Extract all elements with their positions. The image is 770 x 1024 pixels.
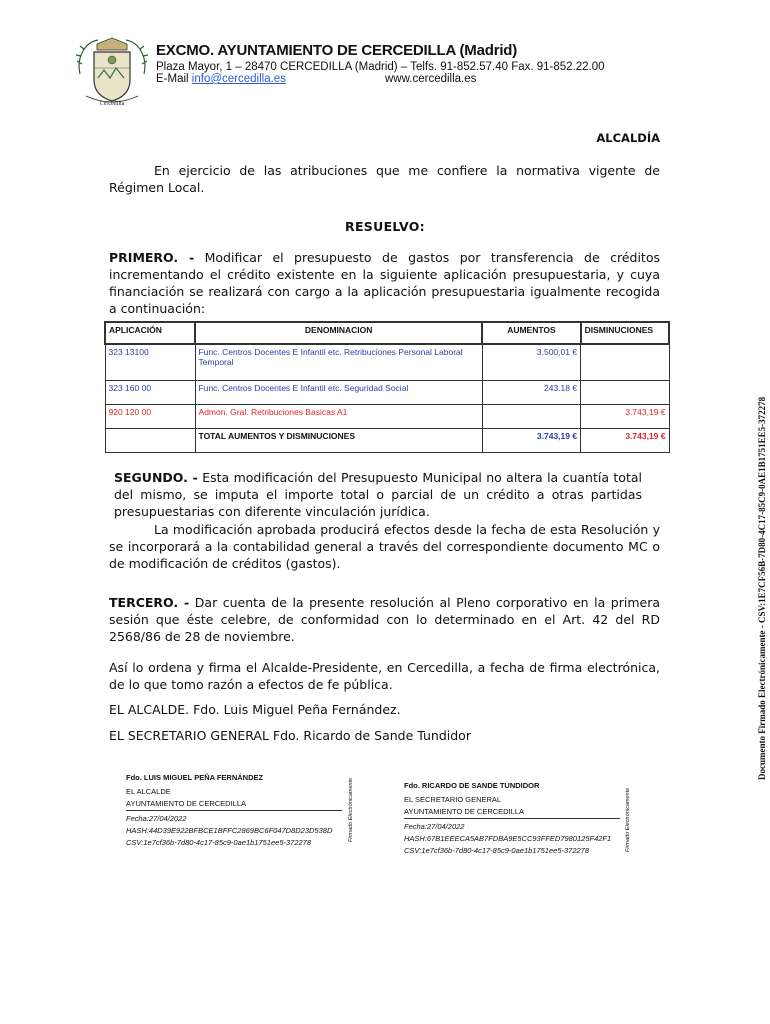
sig-role: EL SECRETARIO GENERAL [404,795,502,804]
secretario-signature-line: EL SECRETARIO GENERAL Fdo. Ricardo de Sande Tundidor [109,728,471,743]
electronic-signature-side-note: Documento Firmado Electrónicamente - CSV:1E7CF56B-7D80-4C17-85C9-0AE1B1751EE5-372278 [757,396,767,780]
cell-disminuciones [581,380,669,404]
cell-empty [105,428,195,452]
municipality-title: EXCMO. AYUNTAMIENTO DE CERCEDILLA (Madrid) [156,42,518,59]
email-label: E-Mail [156,73,189,85]
cell-aplicacion: 323 160 00 [105,380,195,404]
cell-disminuciones [581,344,669,380]
signature-block-alcalde [126,772,342,849]
table-row [105,344,669,380]
primero-paragraph [109,249,660,317]
header-address: Plaza Mayor, 1 – 28470 CERCEDILLA (Madrid) – Telfs. 91-852.57.40 Fax. 91-852.22.00 [156,61,605,73]
segundo-paragraph-2: La modificación aprobada producirá efectos desde la fecha de esta Resolución y se incorporará a la contabilidad general a través del correspondiente documento MC o de modificación de créditos (gastos). [109,522,660,571]
municipal-coat-of-arms-icon [72,34,152,110]
sig-hash: HASH:44D39E922BFBCE1BFFC2869BC6F047D8D23D538D [126,826,333,835]
cell-aplicacion: 323 13100 [105,344,195,380]
cell-denominacion: Func. Centros Docentes E Infantil etc. Seguridad Social [195,380,482,404]
sig-vertical-stamp: Firmado Electrónicamente [625,787,631,852]
logo-scroll-text: Cercedilla [99,101,125,107]
primero-label: PRIMERO. - [109,250,195,265]
website-text: www.cercedilla.es [385,73,477,85]
cell-denominacion: Admon. Gral. Retribuciones Basicas A1 [195,404,482,428]
table-row [105,404,669,428]
cell-aplicacion: 920 120 00 [105,404,195,428]
tercero-label: TERCERO. - [109,595,190,610]
sig-csv: CSV:1e7cf36b-7d80-4c17-85c9-0ae1b1751ee5-372278 [126,838,312,847]
resuelvo-heading: RESUELVO: [345,219,425,234]
sig-date: Fecha:27/04/2022 [126,814,187,823]
segundo-label: SEGUNDO. - [114,470,198,485]
header-aplicacion: APLICACIÓN [105,322,195,344]
office-heading: ALCALDÍA [596,131,660,145]
cell-aumentos: 243.18 € [482,380,580,404]
cell-disminuciones: 3.743,19 € [581,404,669,428]
alcalde-signature-line: EL ALCALDE. Fdo. Luis Miguel Peña Fernández. [109,702,401,717]
signature-block-secretario [404,780,620,857]
sig-date: Fecha:27/04/2022 [404,822,465,831]
sig-role: EL ALCALDE [126,787,171,796]
table-total-row [105,428,669,452]
cell-denominacion: Func. Centros Docentes E Infantil etc. Retribuciones Personal Laboral Temporal [195,344,482,380]
segundo-text: Esta modificación del Presupuesto Municipal no altera la cuantía total del mismo, se imputa el importe total o parcial de un crédito a otras partidas presupuestarias con diferente vinculación jurídica. [114,470,642,519]
sig-name: Fdo. LUIS MIGUEL PEÑA FERNÁNDEZ [126,773,264,782]
email-link[interactable]: info@cercedilla.es [191,73,286,85]
table-row [105,380,669,404]
budget-transfer-table [104,321,670,453]
sig-org: AYUNTAMIENTO DE CERCEDILLA [404,806,620,819]
sig-csv: CSV:1e7cf36b-7d80-4c17-85c9-0ae1b1751ee5-372278 [404,846,590,855]
cell-aumentos: 3.500,01 € [482,344,580,380]
header-aumentos: AUMENTOS [482,322,580,344]
intro-paragraph: En ejercicio de las atribuciones que me confiere la normativa vigente de Régimen Local. [109,163,660,195]
total-disminuciones: 3.743,19 € [581,428,669,452]
sig-vertical-stamp: Firmado Electrónicamente [348,777,354,842]
segundo-paragraph [114,469,642,520]
sig-hash: HASH:67B1EEECA5AB7FDBA9E5CC93FFED7980125F42F1 [404,834,612,843]
sig-org: AYUNTAMIENTO DE CERCEDILLA [126,798,342,811]
closing-paragraph: Así lo ordena y firma el Alcalde-Presidente, en Cercedilla, a fecha de firma electrónica, de lo que tomo razón a efectos de fe pública. [109,660,660,692]
tercero-text: Dar cuenta de la presente resolución al Pleno corporativo en la primera sesión que éste celebre, de conformidad con lo determinado en el Art. 42 del RD 2568/86 de 28 de noviembre. [109,595,660,644]
tercero-paragraph [109,594,660,645]
sig-name: Fdo. RICARDO DE SANDE TUNDIDOR [404,781,540,790]
primero-text: Modificar el presupuesto de gastos por transferencia de créditos incrementando el crédito existente en la siguiente aplicación presupuestaria, y cuya financiación se realizará con cargo a la aplicación presupuestaria igualmente recogida a continuación: [109,250,660,316]
header-denominacion: DENOMINACION [195,322,482,344]
header-disminuciones: DISMINUCIONES [581,322,669,344]
cell-aumentos [482,404,580,428]
header-contact [156,73,286,85]
table-header-row [105,322,669,344]
total-aumentos: 3.743,19 € [482,428,580,452]
total-label: TOTAL AUMENTOS Y DISMINUCIONES [195,428,482,452]
